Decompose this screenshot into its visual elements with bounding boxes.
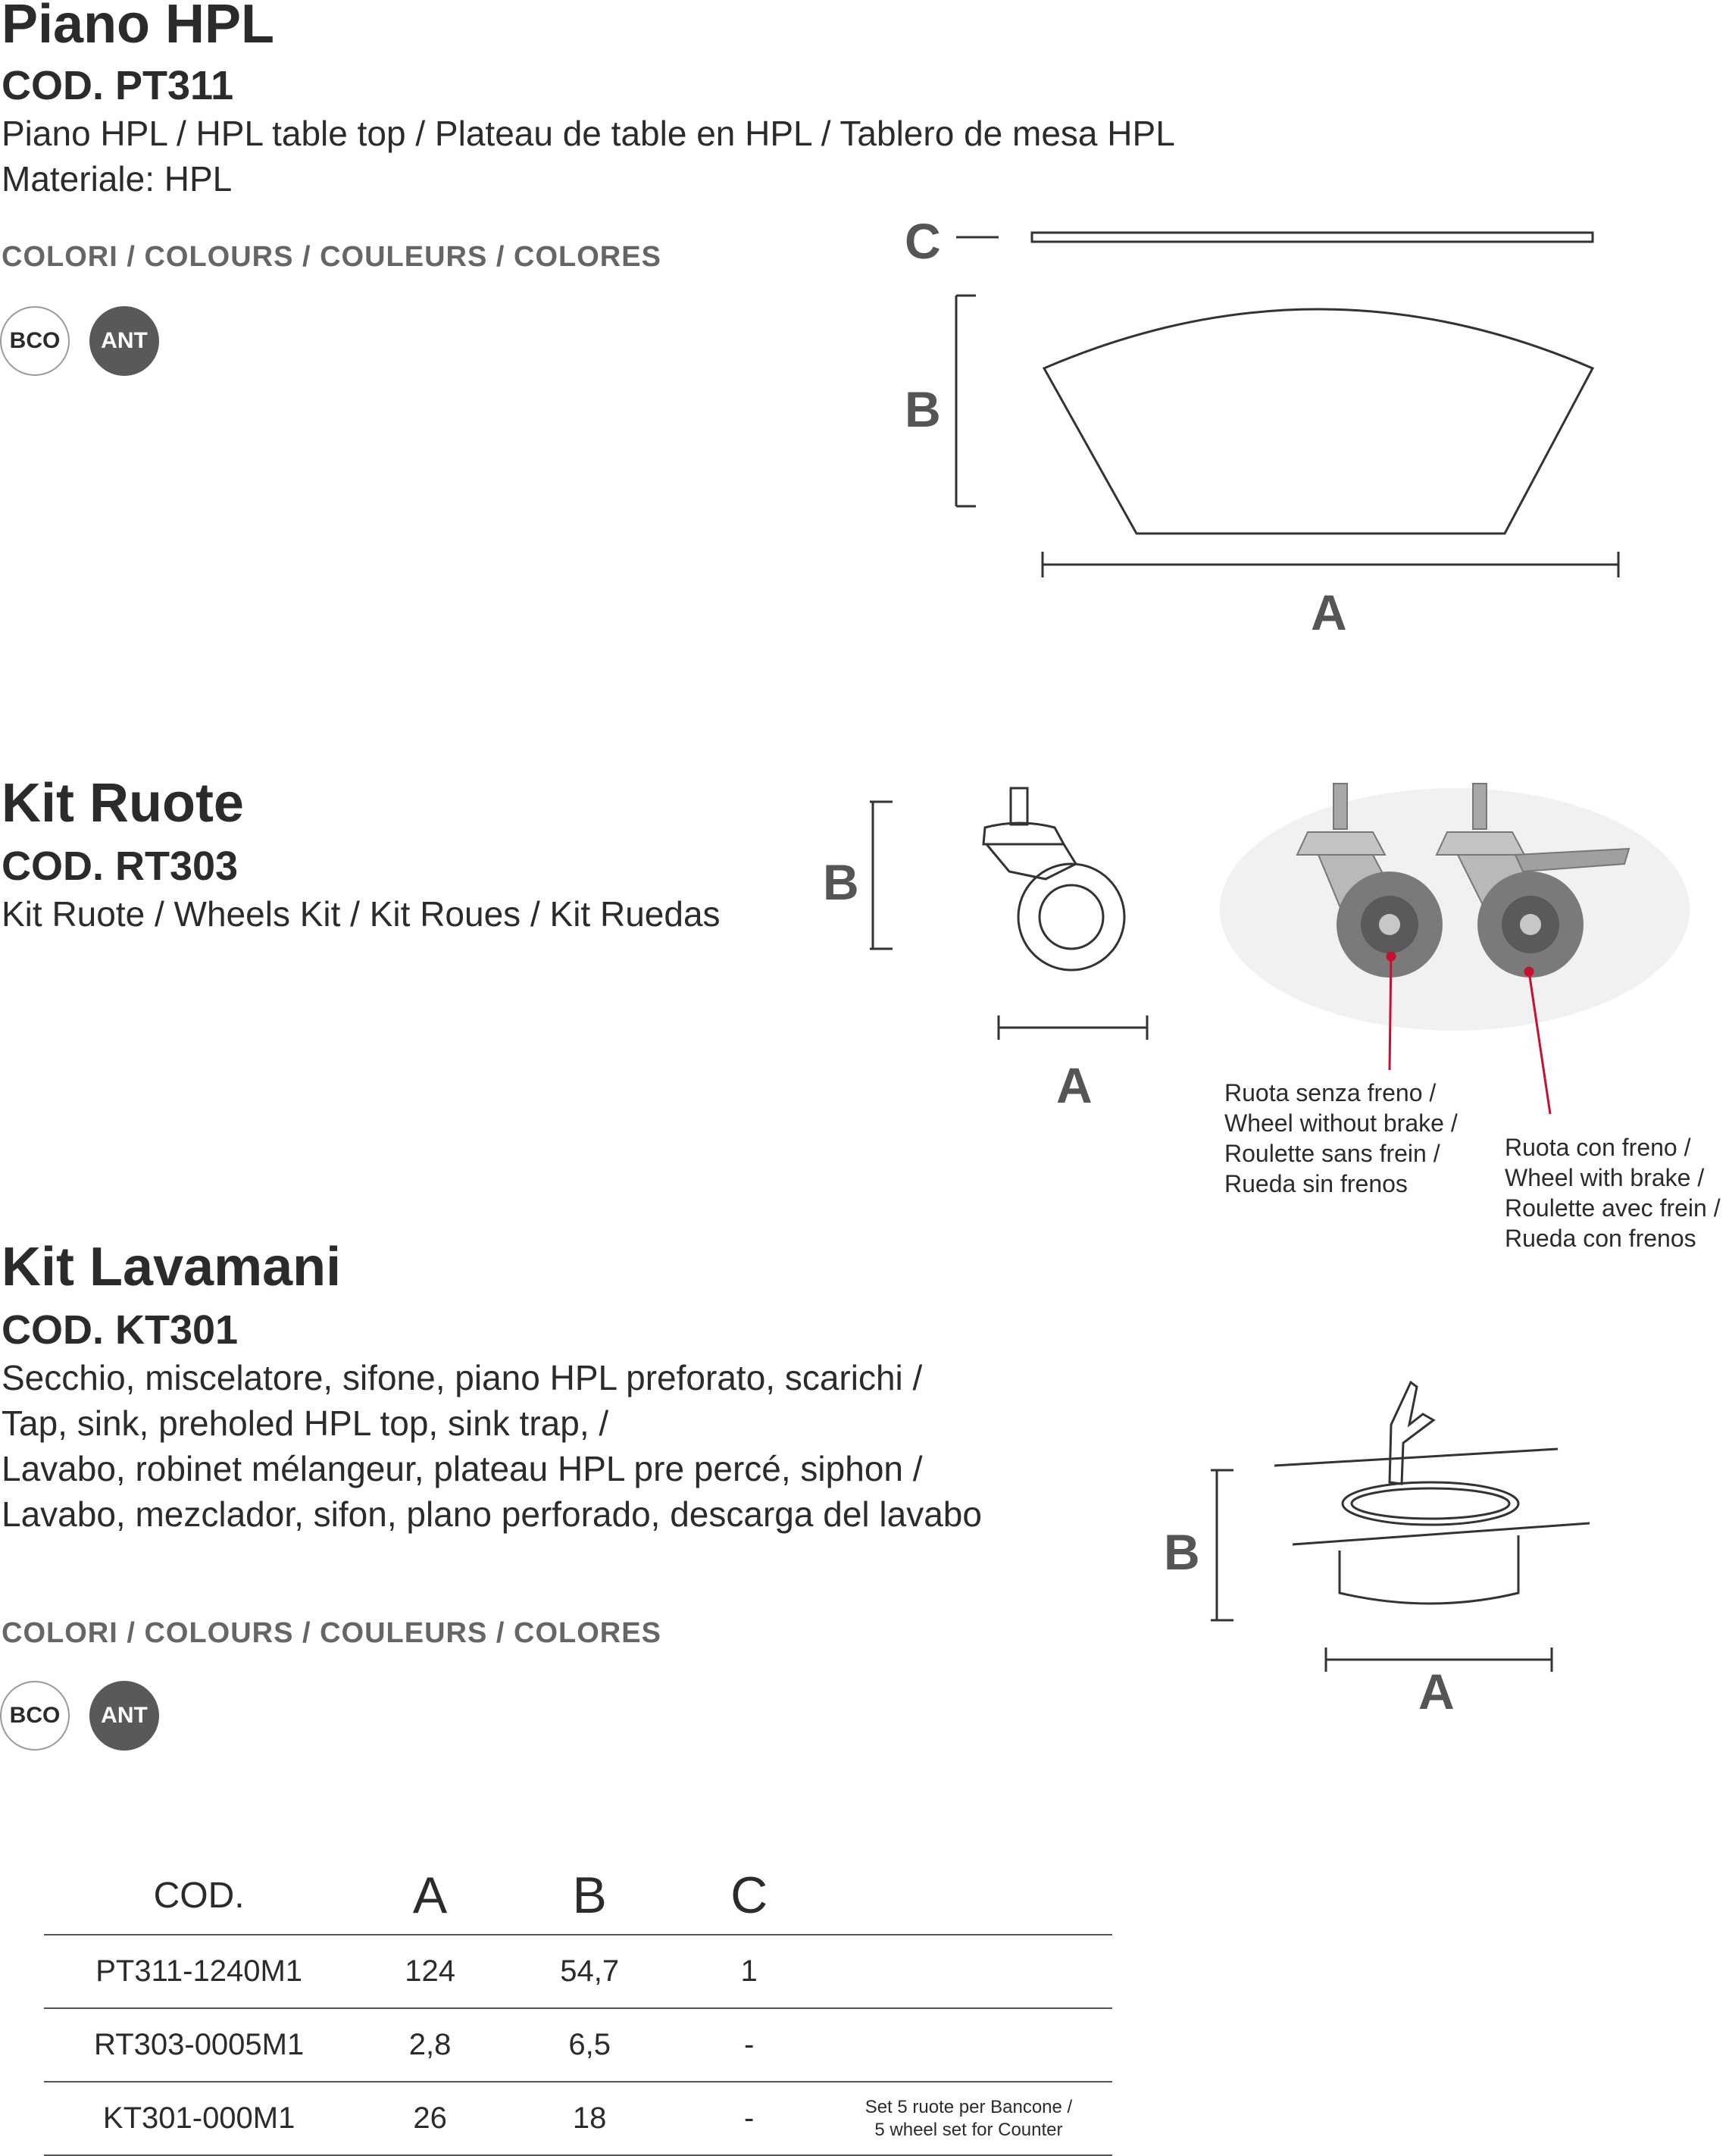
- cell-c: -: [673, 2008, 824, 2082]
- cell-c: -: [673, 2082, 824, 2155]
- piano-description: Piano HPL / HPL table top / Plateau de table en HPL / Tablero de mesa HPL: [2, 114, 1175, 153]
- ruote-title: Kit Ruote: [2, 773, 244, 834]
- dim-b-label: B: [905, 381, 941, 437]
- wheel-dim-a-label: A: [1056, 1057, 1093, 1113]
- note-line-2: 5 wheel set for Counter: [874, 2119, 1063, 2140]
- col-note: [825, 1857, 1112, 1935]
- col-c: C: [730, 1867, 768, 1924]
- note-line-1: Set 5 ruote per Bancone /: [864, 2096, 1073, 2117]
- cell-note: [825, 1935, 1112, 2008]
- lavamani-code: COD. KT301: [2, 1307, 239, 1353]
- sink-dim-a-label: A: [1418, 1663, 1455, 1719]
- cell-cod: PT311-1240M1: [44, 1935, 354, 2008]
- sink-bowl: [1340, 1535, 1518, 1604]
- sink-faucet: [1390, 1382, 1434, 1484]
- cell-b: 54,7: [506, 1935, 674, 2008]
- cell-cod: KT301-000M1: [44, 2082, 354, 2155]
- spec-table: [44, 1857, 1112, 2156]
- ruote-code: COD. RT303: [2, 843, 239, 889]
- sink-dim-b-label: B: [1164, 1524, 1200, 1580]
- cell-note: [825, 2082, 1112, 2155]
- lavamani-title: Kit Lavamani: [2, 1237, 342, 1297]
- lavamani-description: Secchio, miscelatore, sifone, piano HPL preforato, scarichi / Tap, sink, preholed HPL top, sink trap, / Lavabo, robinet mélangeur, plateau HPL pre percé, siphon / Lavabo, mezclador, sifon, plano perforado, descarga del lavabo: [2, 1358, 982, 1534]
- callout-wheel-with-brake: Ruota con freno / Wheel with brake / Roulette avec frein / Rueda con frenos: [1505, 1134, 1721, 1252]
- cell-a: 2,8: [354, 2008, 506, 2082]
- table-row: [44, 1935, 1112, 2008]
- cell-note: [825, 2008, 1112, 2082]
- piano-colors-label: COLORI / COLOURS / COULEURS / COLORES: [2, 241, 661, 273]
- wheel-plate: [983, 823, 1064, 844]
- wheel-outer: [1018, 864, 1124, 970]
- piano-code: COD. PT311: [2, 63, 234, 108]
- ruote-description: Kit Ruote / Wheels Kit / Kit Roues / Kit Ruedas: [2, 894, 721, 934]
- wheel-stem: [1011, 788, 1027, 825]
- dim-a-label: A: [1311, 584, 1347, 640]
- caster-photo: [1220, 784, 1690, 1031]
- cell-b: 18: [506, 2082, 674, 2155]
- wheel-inner: [1040, 885, 1103, 949]
- cell-a: 124: [354, 1935, 506, 2008]
- wheel-fork: [986, 844, 1076, 879]
- table-row: [44, 2082, 1112, 2155]
- lavamani-colors-label: COLORI / COLOURS / COULEURS / COLORES: [2, 1617, 661, 1649]
- piano-material: Materiale: HPL: [2, 159, 233, 199]
- cell-b: 6,5: [506, 2008, 674, 2082]
- table-header-row: [44, 1857, 1112, 1935]
- table-row: [44, 2008, 1112, 2082]
- dim-c-label: C: [905, 213, 941, 269]
- top-plan-shape: [1044, 309, 1593, 534]
- callout-line-left: [1390, 953, 1391, 1070]
- cell-cod: RT303-0005M1: [44, 2008, 354, 2082]
- cell-c: 1: [673, 1935, 824, 2008]
- swatch-bco: BCO: [0, 306, 70, 376]
- swatch-bco: BCO: [0, 1681, 70, 1751]
- col-cod: COD.: [153, 1875, 245, 1916]
- wheel-dim-b-label: B: [823, 854, 859, 910]
- callout-wheel-without-brake: Ruota senza freno / Wheel without brake / Roulette sans frein / Rueda sin frenos: [1224, 1079, 1458, 1197]
- callout-line-right: [1529, 972, 1550, 1114]
- cell-a: 26: [354, 2082, 506, 2155]
- sink-rim: [1343, 1482, 1518, 1525]
- swatch-ant: ANT: [89, 306, 159, 376]
- swatch-ant: ANT: [89, 1681, 159, 1751]
- col-a: A: [412, 1867, 448, 1924]
- top-side-view: [1032, 233, 1593, 242]
- col-b: B: [572, 1867, 607, 1924]
- piano-title: Piano HPL: [2, 0, 275, 55]
